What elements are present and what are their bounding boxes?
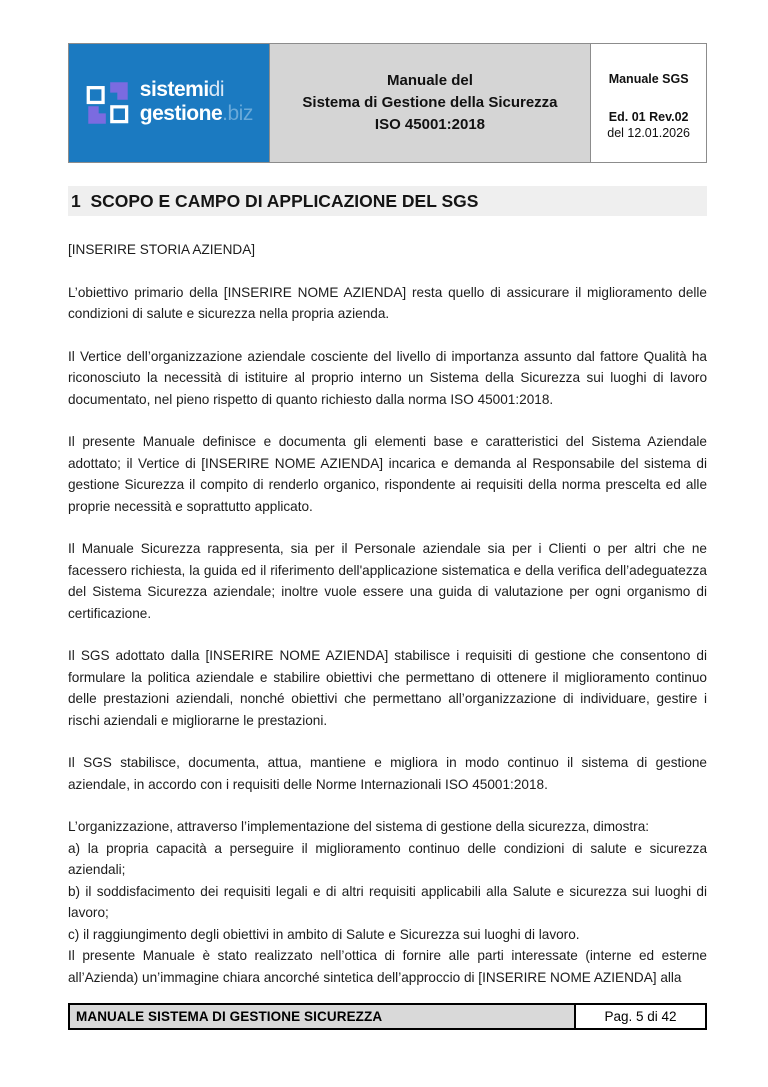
document-header bbox=[68, 43, 707, 163]
doc-ref-date: del 12.01.2026 bbox=[607, 126, 690, 140]
logo-cell bbox=[69, 44, 270, 162]
body-paragraph: Il SGS stabilisce, documenta, attua, mantiene e migliora in modo continuo il sistema di gestione aziendale, in accordo con i requisiti delle Norme Internazionali ISO 45001:2018. bbox=[68, 755, 707, 792]
section-heading: 1 SCOPO E CAMPO DI APPLICAZIONE DEL SGS bbox=[68, 186, 707, 216]
squares-logo-icon bbox=[85, 80, 131, 126]
list-intro: L’organizzazione, attraverso l’implementazione del sistema di gestione della sicurezza, dimostra: bbox=[68, 819, 650, 834]
title-line-1: Manuale del bbox=[387, 72, 473, 89]
body-paragraph: [INSERIRE STORIA AZIENDA] bbox=[68, 242, 256, 257]
body-paragraph: Il Manuale Sicurezza rappresenta, sia per il Personale aziendale sia per i Clienti o per altri che ne facessero richiesta, la guida ed il riferimento dell'applicazione sistematica e della verifica dell’adeguatezza del Sistema Sicurezza aziendale; inoltre vuole essere una guida di valutazione per ogni organismo di certificazione. bbox=[68, 541, 707, 621]
logo-word-biz: .biz bbox=[222, 102, 253, 125]
footer-page-number: Pag. 5 di 42 bbox=[576, 1005, 705, 1028]
doc-ref-edition: Ed. 01 Rev.02 bbox=[608, 110, 689, 124]
company-logo bbox=[85, 79, 253, 127]
logo-word-sistemi: sistemi bbox=[139, 78, 209, 101]
footer-title: MANUALE SISTEMA DI GESTIONE SICUREZZA bbox=[70, 1005, 576, 1028]
list-item-b: b) il soddisfacimento dei requisiti legali e di altri requisiti applicabili alla Salute e sicurezza sui luoghi di lavoro; bbox=[68, 883, 707, 920]
body-closing-paragraph: Il presente Manuale è stato realizzato nell’ottica di fornire alle parti interessate (interne ed esterne all’Azienda) un’immagine chiara ancorché sintetica dell’approccio di [INSERIRE NOME AZIENDA] alla bbox=[68, 948, 707, 985]
title-line-2: Sistema di Gestione della Sicurezza bbox=[302, 94, 558, 111]
document-footer bbox=[68, 1003, 707, 1030]
body-text bbox=[68, 239, 707, 988]
body-paragraph: Il presente Manuale definisce e documenta gli elementi base e caratteristici del Sistema Aziendale adottato; il Vertice di [INSERIRE NOME AZIENDA] incarica e demanda al Responsabile del sistema di gestione Sicurezza il compito di renderlo organico, rispondente ai requisiti della norma prescelta ed alle proprie necessità e soprattutto applicato. bbox=[68, 434, 707, 514]
document-title-cell bbox=[270, 44, 592, 162]
list-item-c: c) il raggiungimento degli obiettivi in ambito di Salute e Sicurezza sui luoghi di lavoro. bbox=[68, 926, 580, 942]
logo-word-di: di bbox=[208, 78, 225, 101]
body-paragraph: Il SGS adottato dalla [INSERIRE NOME AZIENDA] stabilisce i requisiti di gestione che consentono di formulare la politica aziendale e stabilire obiettivi che permettano di ottenere il miglioramento continuo delle prestazioni aziendali, nonché obiettivi che permettano all’organizzazione di individuare, gestire i rischi aziendali e migliorarne le prestazioni. bbox=[68, 648, 707, 728]
page-content bbox=[68, 43, 707, 988]
title-line-3: ISO 45001:2018 bbox=[374, 116, 486, 133]
body-paragraph: Il Vertice dell’organizzazione aziendale cosciente del livello di importanza assunto dal fattore Qualità ha riconosciuto la necessità di istituire al proprio interno un Sistema della Sicurezza sui luoghi di lavoro documentato, nel pieno rispetto di quanto richiesto dalla norma ISO 45001:2018. bbox=[68, 348, 707, 407]
document-ref-cell bbox=[591, 44, 706, 162]
logo-text bbox=[140, 79, 253, 127]
body-paragraph: L’obiettivo primario della [INSERIRE NOME AZIENDA] resta quello di assicurare il miglioramento delle condizioni di salute e sicurezza nella propria azienda. bbox=[68, 284, 707, 321]
doc-ref-name: Manuale SGS bbox=[608, 72, 689, 86]
logo-word-gestione: gestione bbox=[139, 102, 223, 125]
list-item-a: a) la propria capacità a perseguire il miglioramento continuo delle condizioni di salute e sicurezza aziendali; bbox=[68, 840, 707, 877]
